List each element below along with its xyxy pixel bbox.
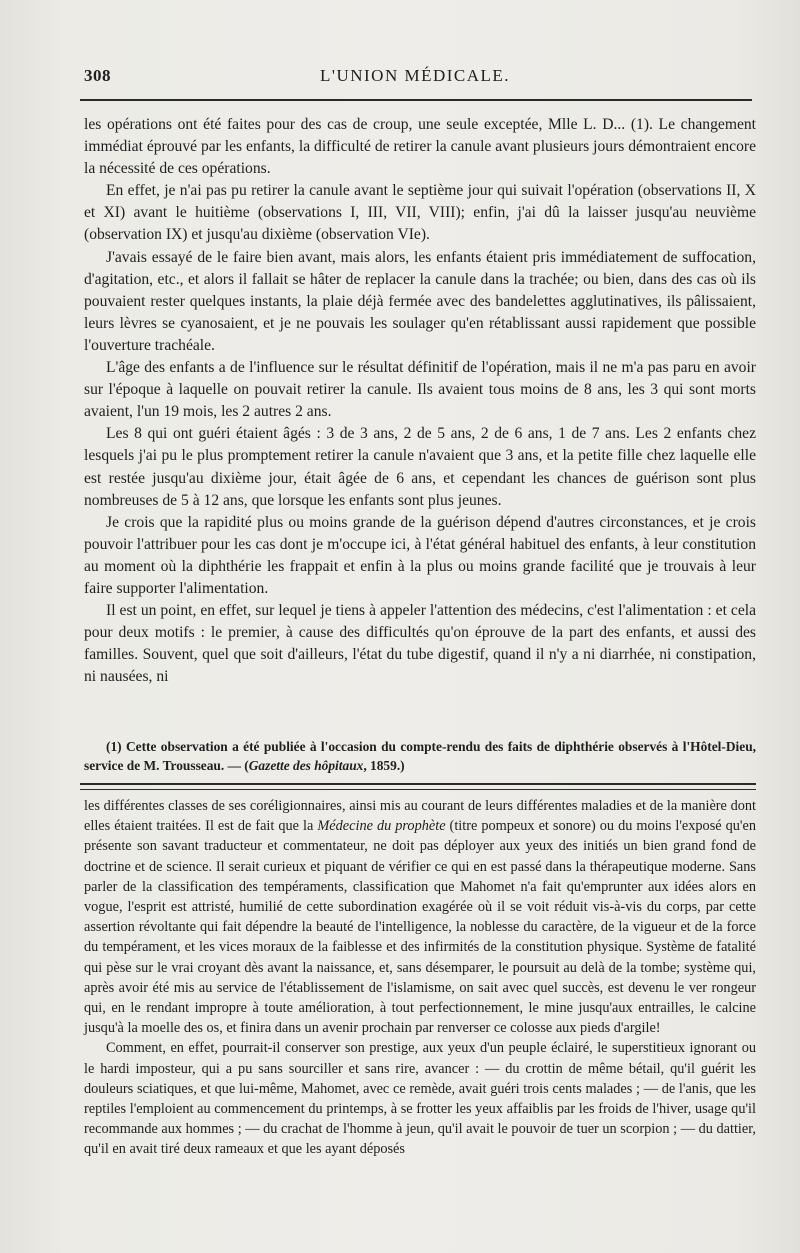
feuilleton-text: [84, 796, 756, 1160]
feuilleton-text-part: (titre pompeux et sonore) ou du moins l'exposé qu'en présente son savant traducteur et commentateur, ne doit pas déployer aux yeux des initiés un bien grand fond de doctrine et de science. Il serait curieux et piquant de vérifier ce qui en est passé dans la thérapeutique moderne. Sans parler de la classification des tempéraments, classification que Mahomet n'a fait qu'emprunter aux idées alors en vogue, l'esprit est attristé, humilié de cette subordination exagérée où il se voit réduit vis-à-vis du corps, par cette assertion révoltante qui fait dépendre la beauté de l'intelligence, la noblesse du caractère, de la vigueur et de la force du tempérament, et les vices moraux de la faiblesse et des infirmités de la constitution physique. Système de fatalité qui pèse sur le vrai croyant dès avant la naissance, et, sans désemparer, le poursuit au delà de la tombe; système qui, après avoir été mis au service de l'établissement de l'islamisme, on sait avec quel succès, est devenu le ver rongeur qui, en le rendant impropre à toute amélioration, à tout perfectionnement, le mine jusqu'aux entrailles, le calcine jusqu'à la moelle des os, et finira dans un avenir prochain par renverser ce colosse aux pieds d'argile!: [84, 818, 756, 1037]
footnote: [84, 737, 756, 775]
paragraph: Les 8 qui ont guéri étaient âgés : 3 de 3 ans, 2 de 5 ans, 2 de 6 ans, 1 de 7 ans. Les 2 enfants chez lesquels j'ai pu le plus promptement retirer la canule n'avaient que 3 ans, et la petite fille chez laquelle elle est restée jusqu'au dixième jour, était âgée de 6 ans, et cependant les chances de guérison sont plus nombreuses de 5 à 12 ans, que lorsque les enfants sont plus jeunes.: [84, 425, 756, 509]
footnote-source: Gazette des hôpitaux: [248, 758, 364, 773]
feuilleton-text-part: les différentes classes de ses coréligionnaires, ainsi mis au courant de leurs différentes maladies et de la manière dont elles étaient traitées. Il est de fait que la: [84, 798, 756, 835]
paragraph: J'avais essayé de le faire bien avant, mais alors, les enfants étaient pris immédiatement de suffocation, d'agitation, etc., et alors il fallait se hâter de replacer la canule dans la trachée; ou bien, dans des cas où ils pouvaient rester quelques instants, la plaie déjà fermée avec des bandelettes agglutinatives, ils pâlissaient, leurs lèvres se cyanosaient, et je ne pouvais les soulager qu'en rétablissant aussi rapidement que possible l'ouverture trachéale.: [84, 248, 756, 354]
paragraph: Comment, en effet, pourrait-il conserver son prestige, aux yeux d'un peuple éclairé, le superstitieux ignorant ou le hardi imposteur, qui a pu sans sourciller et sans rire, avancer : — du crottin de même bétail, qu'il guérit les douleurs sciatiques, et que lui-même, Mahomet, avec ce remède, avait guéri trois cents malades ; — de l'anis, que les reptiles l'emploient au commencement du printemps, à se frotter les yeux affaiblis par les froids de l'hiver, usage qu'il recommande aux hommes ; — du crachat de l'homme à jeun, qu'il avait le pouvoir de tuer un scorpion ; — du dattier, qu'il en avait tiré deux rameaux et que les ayant déposés: [84, 1040, 756, 1158]
header-rule: [80, 99, 752, 101]
page-header: [84, 66, 754, 92]
feuilleton-rule: [80, 783, 756, 785]
paragraph: Il est un point, en effet, sur lequel je tiens à appeler l'attention des médecins, c'est l'alimentation : et cela pour deux motifs : le premier, à cause des difficultés qu'on éprouve de la part des enfants, et aussi des familles. Souvent, quel que soit d'ailleurs, l'état du tube digestif, quand il n'y a ni diarrhée, ni constipation, ni nausées, ni: [84, 602, 756, 686]
paragraph: [84, 796, 756, 1038]
book-title: Médecine du prophète: [317, 818, 446, 835]
paragraph: les opérations ont été faites pour des cas de croup, une seule exceptée, Mlle L. D... (1). Le changement immédiat éprouvé par les enfants, la difficulté de retirer la canule avant plusieurs jours démontraient encore la nécessité de ces opérations.: [84, 116, 756, 178]
paragraph: L'âge des enfants a de l'influence sur le résultat définitif de l'opération, mais il ne m'a pas paru en avoir sur l'époque à laquelle on pouvait retirer la canule. Ils avaient tous moins de 8 ans, les 3 qui sont morts avaient, l'un 19 mois, les 2 autres 2 ans.: [84, 359, 756, 421]
feuilleton-rule-thin: [80, 789, 756, 790]
footnote-end: , 1859.): [363, 758, 405, 773]
page-number: 308: [84, 66, 111, 85]
main-article-text: [84, 114, 756, 688]
paragraph: En effet, je n'ai pas pu retirer la canule avant le septième jour qui suivait l'opération (observations II, X et XI) avant le huitième (observations I, III, VII, VIII); enfin, j'ai dû la laisser jusqu'au neuvième (observation IX) et jusqu'au dixième (observation VIe).: [84, 182, 756, 244]
paragraph: Je crois que la rapidité plus ou moins grande de la guérison dépend d'autres circonstances, et je crois pouvoir l'attribuer pour les cas dont je m'occupe ici, à l'état général habituel des enfants, à leur constitution au moment où la diphthérie les frappait et enfin à la plus ou moins grande facilité que je trouvais à leur faire supporter l'alimentation.: [84, 513, 756, 597]
running-title: L'UNION MÉDICALE.: [320, 66, 511, 85]
footnote-text: (1) Cette observation a été publiée à l'occasion du compte-rendu des faits de diphthérie observés à l'Hôtel-Dieu, service de M. Trousseau. — (: [84, 739, 756, 773]
